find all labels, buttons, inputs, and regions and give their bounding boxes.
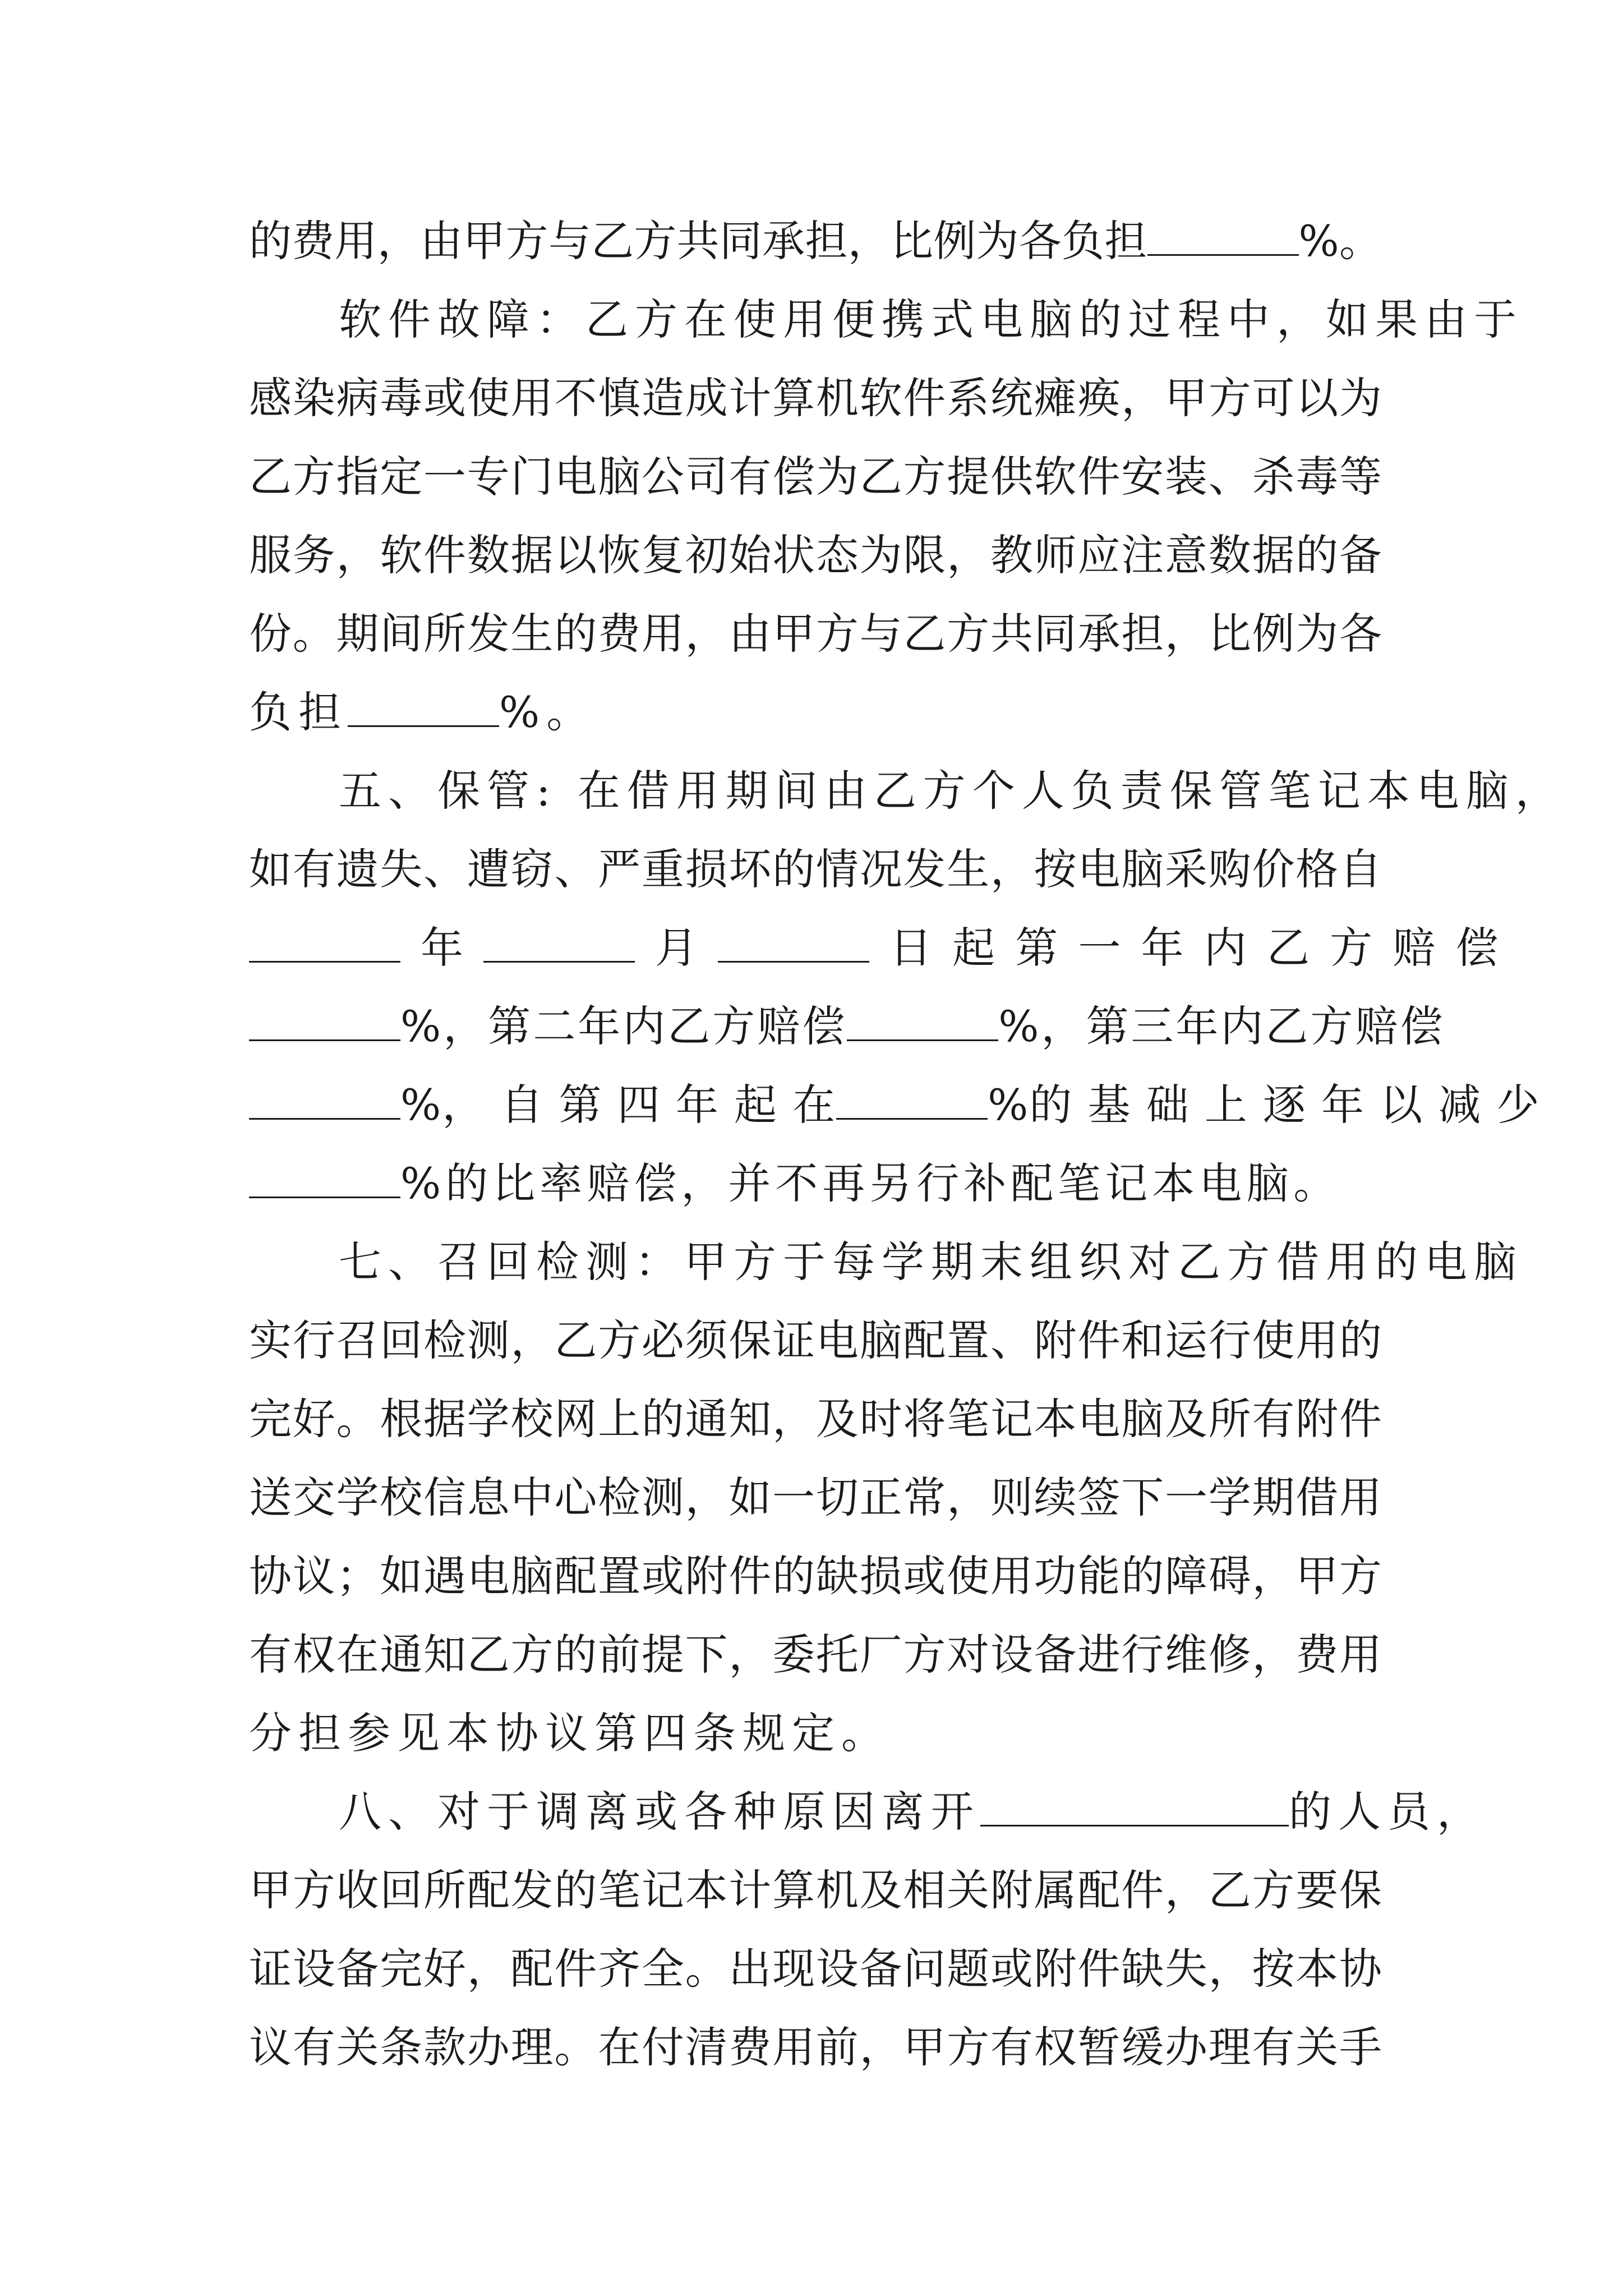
text-line: 议有关条款办理。在付清费用前，甲方有权暂缓办理有关手 [249, 2022, 1382, 2072]
text-line: 五、保管: 在借用期间由乙方个人负责保管笔记本电脑， [339, 766, 1565, 816]
fill-in-blank [483, 922, 635, 963]
text-line: 有权在通知乙方的前提下，委托厂方对设备进行维修，费用 [249, 1630, 1382, 1680]
fill-in-blank [249, 1000, 400, 1041]
text-line: 份。期间所发生的费用，由甲方与乙方共同承担，比例为各 [249, 609, 1382, 659]
text-line: %， 自 第 四 年 起 在 %的 基 础 上 逐 年 以 减 少 [249, 1066, 1382, 1144]
text-line: 的费用，由甲方与乙方共同承担，比例为各负担 %。 [249, 216, 1382, 266]
text-line: 协议；如遇电脑配置或附件的缺损或使用功能的障碍，甲方 [249, 1551, 1382, 1601]
text-line: 负担 %。 [249, 687, 596, 737]
text-line: %，第二年内乙方赔偿 %，第三年内乙方赔偿 [249, 987, 1382, 1066]
text-line: 分担参见本协议第四条规定。 [249, 1708, 891, 1758]
text-line: 八、对于调离或各种原因离开 的人员， [339, 1787, 1486, 1837]
text-line: 完好。根据学校网上的通知，及时将笔记本电脑及所有附件 [249, 1394, 1382, 1444]
text-line: 实行召回检测，乙方必须保证电脑配置、附件和运行使用的 [249, 1315, 1382, 1365]
text-line: %的比率赔偿，并不再另行补配笔记本电脑。 [249, 1144, 1382, 1223]
fill-in-blank [249, 922, 400, 963]
fill-in-blank [980, 1786, 1289, 1826]
text-line: 乙方指定一专门电脑公司有偿为乙方提供软件安装、杀毒等 [249, 452, 1382, 501]
fill-in-blank [1147, 215, 1299, 256]
text-line: 年 月 日 起 第 一 年 内 乙 方 赔 偿 [249, 909, 1382, 987]
fill-in-blank [836, 1079, 988, 1120]
fill-in-blank [249, 1079, 400, 1120]
text-line: 如有遗失、遭窃、严重损坏的情况发生，按电脑采购价格自 [249, 844, 1382, 894]
text-line: 送交学校信息中心检测，如一切正常，则续签下一学期借用 [249, 1473, 1382, 1522]
fill-in-blank [348, 686, 499, 727]
text-line: 软件故障：乙方在使用便携式电脑的过程中，如果由于 [339, 295, 1523, 344]
text-line: 服务，软件数据以恢复初始状态为限，教师应注意数据的备 [249, 530, 1382, 580]
fill-in-blank [847, 1000, 998, 1041]
text-line: 感染病毒或使用不慎造成计算机软件系统瘫痪，甲方可以为 [249, 373, 1382, 423]
fill-in-blank [249, 1157, 400, 1198]
text-line: 证设备完好，配件齐全。出现设备问题或附件缺失，按本协 [249, 1944, 1382, 1994]
fill-in-blank [718, 922, 869, 963]
text-line: 甲方收回所配发的笔记本计算机及相关附属配件，乙方要保 [249, 1865, 1382, 1915]
text-line: 七、召回检测：甲方于每学期末组织对乙方借用的电脑 [339, 1237, 1523, 1287]
